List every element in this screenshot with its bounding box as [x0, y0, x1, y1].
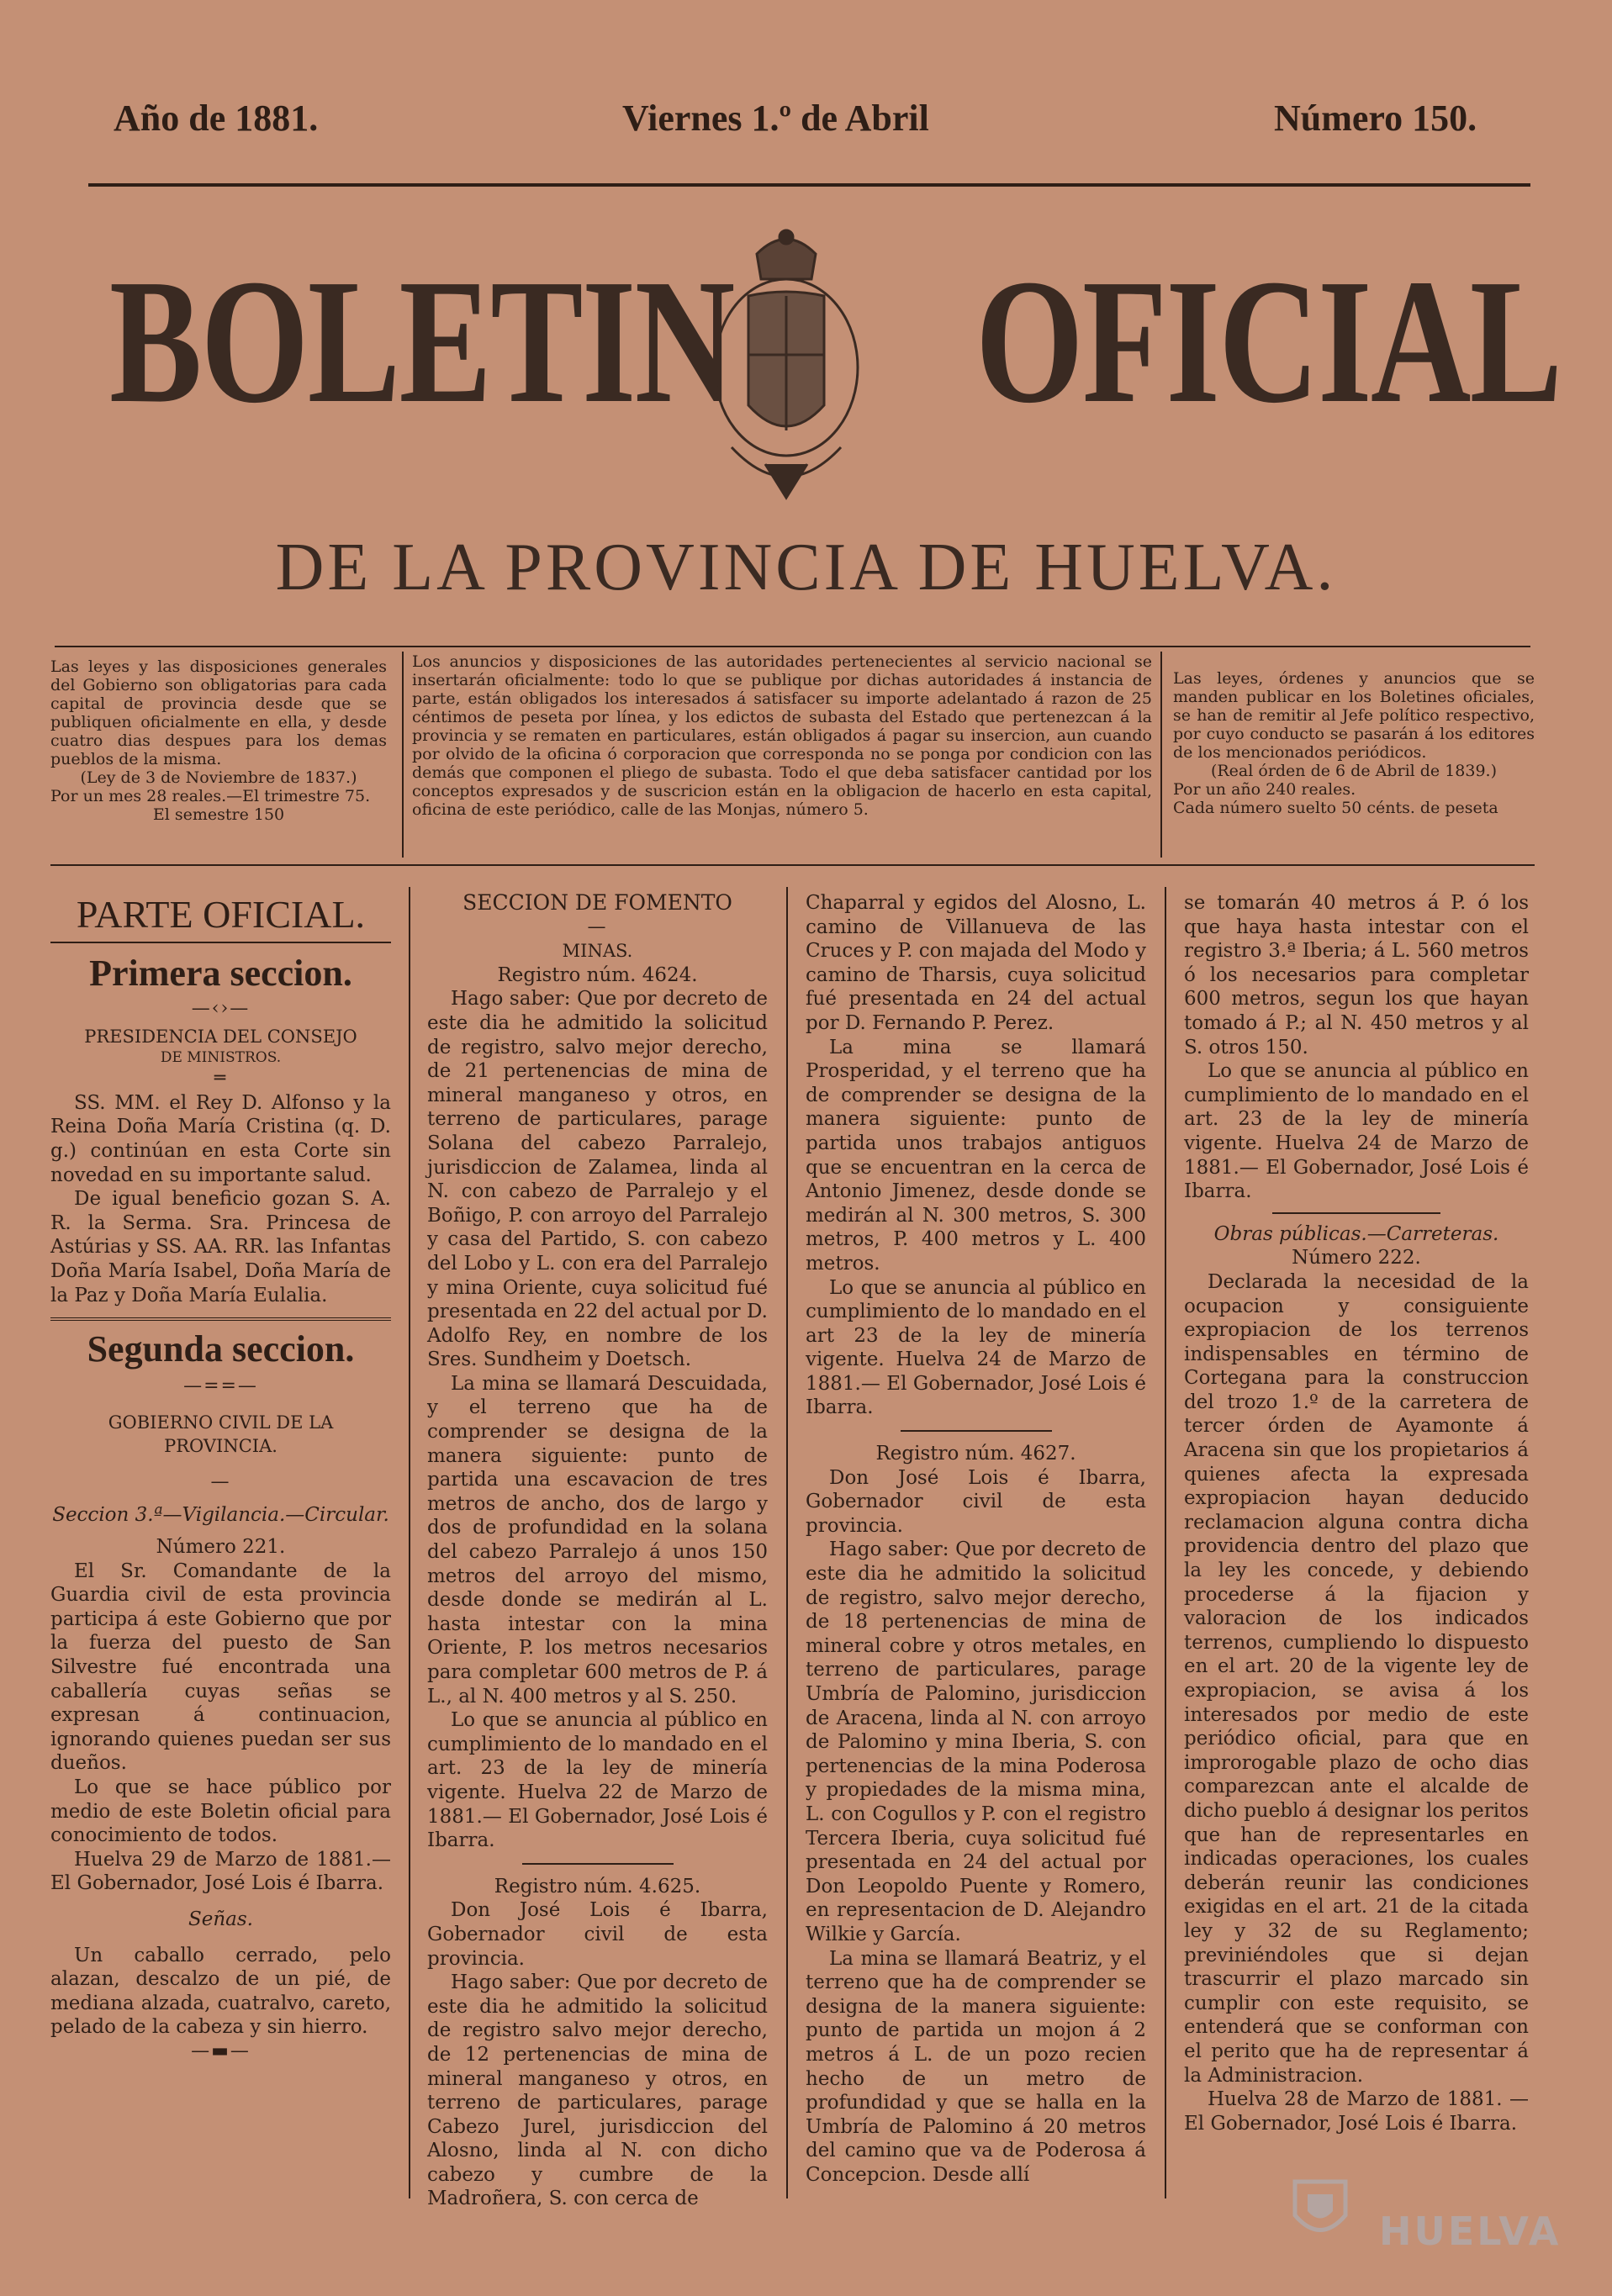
governor-intro: Don José Lois é Ibarra, Gobernador civil de esta provincia.: [806, 1466, 1146, 1537]
numero-222: Número 222.: [1292, 1247, 1421, 1269]
column-2: [427, 891, 768, 2211]
notice-left-price: Por un mes 28 reales.—El trimestre 75.: [50, 787, 371, 805]
announcement-paragraph: Lo que se anuncia al público en cumplimiento de lo mandado en el art 23 de la ley de minería vigente. Huelva 24 de Marzo de 1881.— El Gobernador, José Lois é Ibarra.: [806, 1276, 1146, 1419]
divider: [1272, 1212, 1440, 1214]
column-divider: [409, 887, 410, 2198]
stamp-text: HUELVA: [1379, 2209, 1562, 2254]
chaparral-paragraph: Chaparral y egidos del Alosno, L. camino de Villanueva de las Cruces y P. con majada del Modo y camino de Tharsis, cuya solicitud fué presentada en 24 del actual por D. Fernando P. Perez.: [806, 892, 1146, 1034]
segunda-seccion-heading: Segunda seccion.: [87, 1328, 355, 1370]
registro-4625: Registro núm. 4.625.: [494, 1875, 701, 1897]
guardia-civil-paragraph: El Sr. Comandante de la Guardia civil de esta provincia participa á este Gobierno que por la fuerza del puesto de San Silvestre fué encontrada una caballería cuyas señas se expresan á continuacion, ignorando quienes puedan ser sus dueños.: [50, 1560, 391, 1775]
expropiacion-paragraph: Declarada la necesidad de la ocupacion y consiguiente expropiacion de los terrenos indispensables en término de Cortegana para la construccion del trozo 1.º de la carretera de tercer órden de Ayamonte á Aracena sin que los propietarios á quienes afecta la expresada expropiacion hayan deducido reclamacion alguna contra dicha providencia dentro del plazo que la ley les concede, y debiendo procederse á la fijacion y valoracion de los indicados terrenos, cumpliendo lo dispuesto en el art. 20 de la vigente ley de expropiacion, se avisa á los interesados por medio de este periódico oficial, para que en improrogable plazo de ocho dias comparezcan ante el alcalde de dicho pueblo á designar los peritos que han de representarles en indicadas operaciones, los cuales deberán reunir las condiciones exigidas en el art. 21 de la citada ley y 32 de su Reglamento; previniéndoles que si dejan trascurrir el plazo marcado sin cumplir con este requisito, se entenderá que se conforman con el perito que ha de representar á la Administracion.: [1184, 1270, 1529, 2087]
notice-center: Los anuncios y disposiciones de las autoridades pertenecientes al servicio nacional se insertarán oficialmente: todo lo que se publique por dichas autoridades á instancia de parte, están obligados los interesados á satisfacer su importe adelantado á razon de 25 céntimos de peseta por línea, y los edictos de subasta del Estado que pertenezcan á la provincia y se rematen en particulares, están obligados á pagar su insercion, aun cuando por olvido de la oficina ó corporacion que corresponda no se ponga por condicion con las demás que componen el pliego de subasta. Todo el que deba satisfacer cantidad por los conceptos expresados y de suscricion están en la obligacion de hacerlo en esta capital, oficina de este periódico, calle de las Monjas, número 5.: [412, 652, 1152, 819]
issue-year: Año de 1881.: [114, 98, 319, 139]
seccion-vigilancia: Seccion 3.ª—Vigilancia.—Circular.: [52, 1503, 389, 1526]
notice-divider: [402, 652, 404, 858]
royal-crest-icon: [698, 220, 875, 506]
notice-right: [1173, 669, 1535, 817]
notice-left-price2: El semestre 150: [152, 805, 285, 824]
registro-4624-text: Hago saber: Que por decreto de este dia he admitido la solicitud de registro, salvo mejor derecho, de 21 pertenencias de mina de mineral manganeso y otros, en terreno de particulares, parage Solana del cabezo Parralejo, jurisdiccion de Zalamea, linda al N. con cabezo de Parralejo y el Boñigo, P. con arroyo del Parralejo y casa del Partido, S. con cabezo del Lobo y L. con era del Parralejo y mina Oriente, cuya solicitud fué presentada en 22 del actual por D. Adolfo Rey, en nombre de los Sres. Sundheim y Doetsch.: [427, 988, 768, 1371]
royal-health-paragraph: SS. MM. el Rey D. Alfonso y la Reina Doña María Cristina (q. D. g.) continúan en esta Corte sin novedad en su importante salud.: [50, 1091, 391, 1186]
divider: [522, 1863, 674, 1865]
registro-4624: Registro núm. 4624.: [497, 963, 698, 986]
ministros-heading: DE MINISTROS.: [160, 1049, 282, 1067]
ornament: —: [210, 1470, 231, 1492]
royal-family-paragraph: De igual beneficio gozan S. A. R. la Serma. Sra. Princesa de Astúrias y SS. AA. RR. las Infantas Doña María Isabel, Doña María de la Paz y Doña María Eulalia.: [50, 1188, 391, 1306]
ornament: —: [587, 916, 608, 937]
measurement-paragraph: se tomarán 40 metros á P. ó los que haya hasta intestar con el registro 3.ª Iberia; á L. 560 metros ó los necesarios para completar 600 metros, segun los que hayan tomado á P.; al N. 450 metros y al S. otros 150.: [1184, 892, 1529, 1058]
divider: [50, 942, 391, 943]
notice-right-price2: Cada número suelto 50 cénts. de peseta: [1173, 799, 1498, 817]
registro-4627-text: Hago saber: Que por decreto de este dia he admitido la solicitud de registro, salvo mejor derecho, de 18 pertenencias de mina de mineral cobre y otros metales, en terreno de particulares, parage Umbría de Palomino, jurisdiccion de Aracena, linda al N. con arroyo de Palomino y mina Iberia, S. con pertenencias de la mina Poderosa y propiedades de la misma mina, L. con Cogullos y P. con el registro Tercera Iberia, cuya solicitud fué presentada en 24 del actual por Don Leopoldo Puente y Romero, en representacion de D. Alejandro Wilkie y García.: [806, 1539, 1146, 1945]
column-4: [1184, 891, 1529, 2135]
announcement-paragraph: Lo que se anuncia al público en cumplimiento de lo mandado en el art. 23 de la ley de minería vigente. Huelva 22 de Marzo de 1881.— El Gobernador, José Lois é Ibarra.: [427, 1709, 768, 1852]
signature-paragraph: Huelva 28 de Marzo de 1881. —El Gobernador, José Lois é Ibarra.: [1184, 2088, 1529, 2135]
registro-4627: Registro núm. 4627.: [875, 1443, 1076, 1465]
notice-left-ref: (Ley de 3 de Noviembre de 1837.): [80, 768, 357, 787]
parte-oficial-heading: PARTE OFICIAL.: [76, 893, 366, 936]
signature-paragraph: Huelva 29 de Marzo de 1881.— El Gobernador, José Lois é Ibarra.: [50, 1848, 391, 1895]
registro-4625-text: Hago saber: Que por decreto de este dia he admitido la solicitud de registro salvo mejor derecho, de 12 pertenencias de mina de mineral manganeso y otros, en terreno de particulares, parage Cabezo Jurel, jurisdiccion del Alosno, linda al N. con dicho cabezo y cumbre de la Madroñera, S. con cerca de: [427, 1971, 768, 2210]
publication-paragraph: Lo que se hace público por medio de este Boletin oficial para conocimiento de todos.: [50, 1776, 391, 1847]
notice-left: [50, 657, 387, 824]
column-3: [806, 891, 1146, 2187]
notice-divider: [1160, 652, 1162, 858]
senas-heading: Señas.: [188, 1908, 253, 1930]
issue-number: Número 150.: [1274, 98, 1477, 139]
numero-221: Número 221.: [156, 1536, 286, 1559]
notice-right-text: Las leyes, órdenes y anuncios que se manden publicar en los Boletines oficiales, se han de remitir al Jefe político respectivo, por cuyo conducto se pasarán á los editores de los mencionados periódicos.: [1173, 669, 1535, 762]
notice-right-price: Por un año 240 reales.: [1173, 780, 1356, 799]
masthead-right: OFICIAL: [975, 242, 1562, 440]
masthead-subtitle: DE LA PROVINCIA DE HUELVA.: [275, 530, 1337, 604]
ornament: ═: [214, 1068, 228, 1090]
obras-publicas-heading: Obras públicas.—Carreteras.: [1213, 1222, 1499, 1245]
announcement-paragraph: Lo que se anuncia al público en cumplimiento de lo mandado en el art. 23 de la ley de minería vigente. Huelva 24 de Marzo de 1881.— El Gobernador, José Lois é Ibarra.: [1184, 1060, 1529, 1203]
beatriz-paragraph: La mina se llamará Beatriz, y el terreno que ha de comprender se designa de la manera siguiente: punto de partida un mojon á 2 metros á L. de un pozo recien hecho de un metro de profundidad y que se halla en la Umbría de Palomino á 20 metros del camino que va de Poderosa á Concepcion. Desde allí: [806, 1947, 1146, 2186]
minas-heading: MINAS.: [562, 941, 633, 962]
notice-rule: [50, 864, 1535, 866]
divider: [50, 1317, 391, 1321]
prosperidad-paragraph: La mina se llamará Prosperidad, y el terreno que ha de comprender se designa de la manera siguiente: punto de partida unos trabajos antiguos que se encuentran en la cerca de Antonio Jimenez, desde donde se medirán al N. 300 metros, S. 300 metros, P. 400 metros y L. 400 metros.: [806, 1036, 1146, 1275]
horse-description: Un caballo cerrado, pelo alazan, descalzo de un pié, de mediana alzada, cuatralvo, careto, pelado de la cabeza y sin hierro.: [50, 1944, 391, 2039]
divider: [901, 1430, 1052, 1432]
issue-date: Viernes 1.º de Abril: [622, 98, 929, 139]
fomento-heading: SECCION DE FOMENTO: [462, 890, 732, 915]
gobierno-civil-heading: GOBIERNO CIVIL DE LA PROVINCIA.: [108, 1412, 334, 1457]
column-divider: [1165, 887, 1166, 2198]
governor-intro: Don José Lois é Ibarra, Gobernador civil de esta provincia.: [427, 1899, 768, 1970]
masthead-left: BOLETIN: [109, 242, 734, 440]
descuidada-paragraph: La mina se llamará Descuidada, y el terreno que ha de comprender se designa de la manera siguiente: punto de partida una escavacion de tres metros de ancho, dos de largo y dos de profundidad en la solana del cabezo Parralejo á unos 150 metros del arroyo del mismo, desde donde se medirán al L. hasta intestar con la mina Oriente, P. los metros necesarios para completar 600 metros de P. á L., al N. 400 metros y al S. 250.: [427, 1372, 768, 1707]
ornament: —‹›—: [191, 998, 251, 1019]
notice-right-ref: (Real órden de 6 de Abril de 1839.): [1210, 762, 1498, 780]
presidencia-heading: PRESIDENCIA DEL CONSEJO: [84, 1026, 357, 1047]
archive-stamp: [1278, 2165, 1562, 2254]
column-1: [50, 891, 391, 2064]
notice-left-text: Las leyes y las disposiciones generales del Gobierno son obligatorias para cada capital de provincia desde que se publiquen oficialmente en ella, y desde cuatro dias despues para los demas pueblos de la misma.: [50, 657, 387, 768]
archive-logo-icon: [1278, 2165, 1362, 2249]
ornament: —▬—: [191, 2040, 251, 2061]
header-rule: [88, 183, 1530, 187]
ornament: —==—: [183, 1375, 258, 1397]
column-divider: [786, 887, 788, 2198]
masthead-rule: [55, 646, 1530, 647]
primera-seccion-heading: Primera seccion.: [89, 953, 352, 994]
